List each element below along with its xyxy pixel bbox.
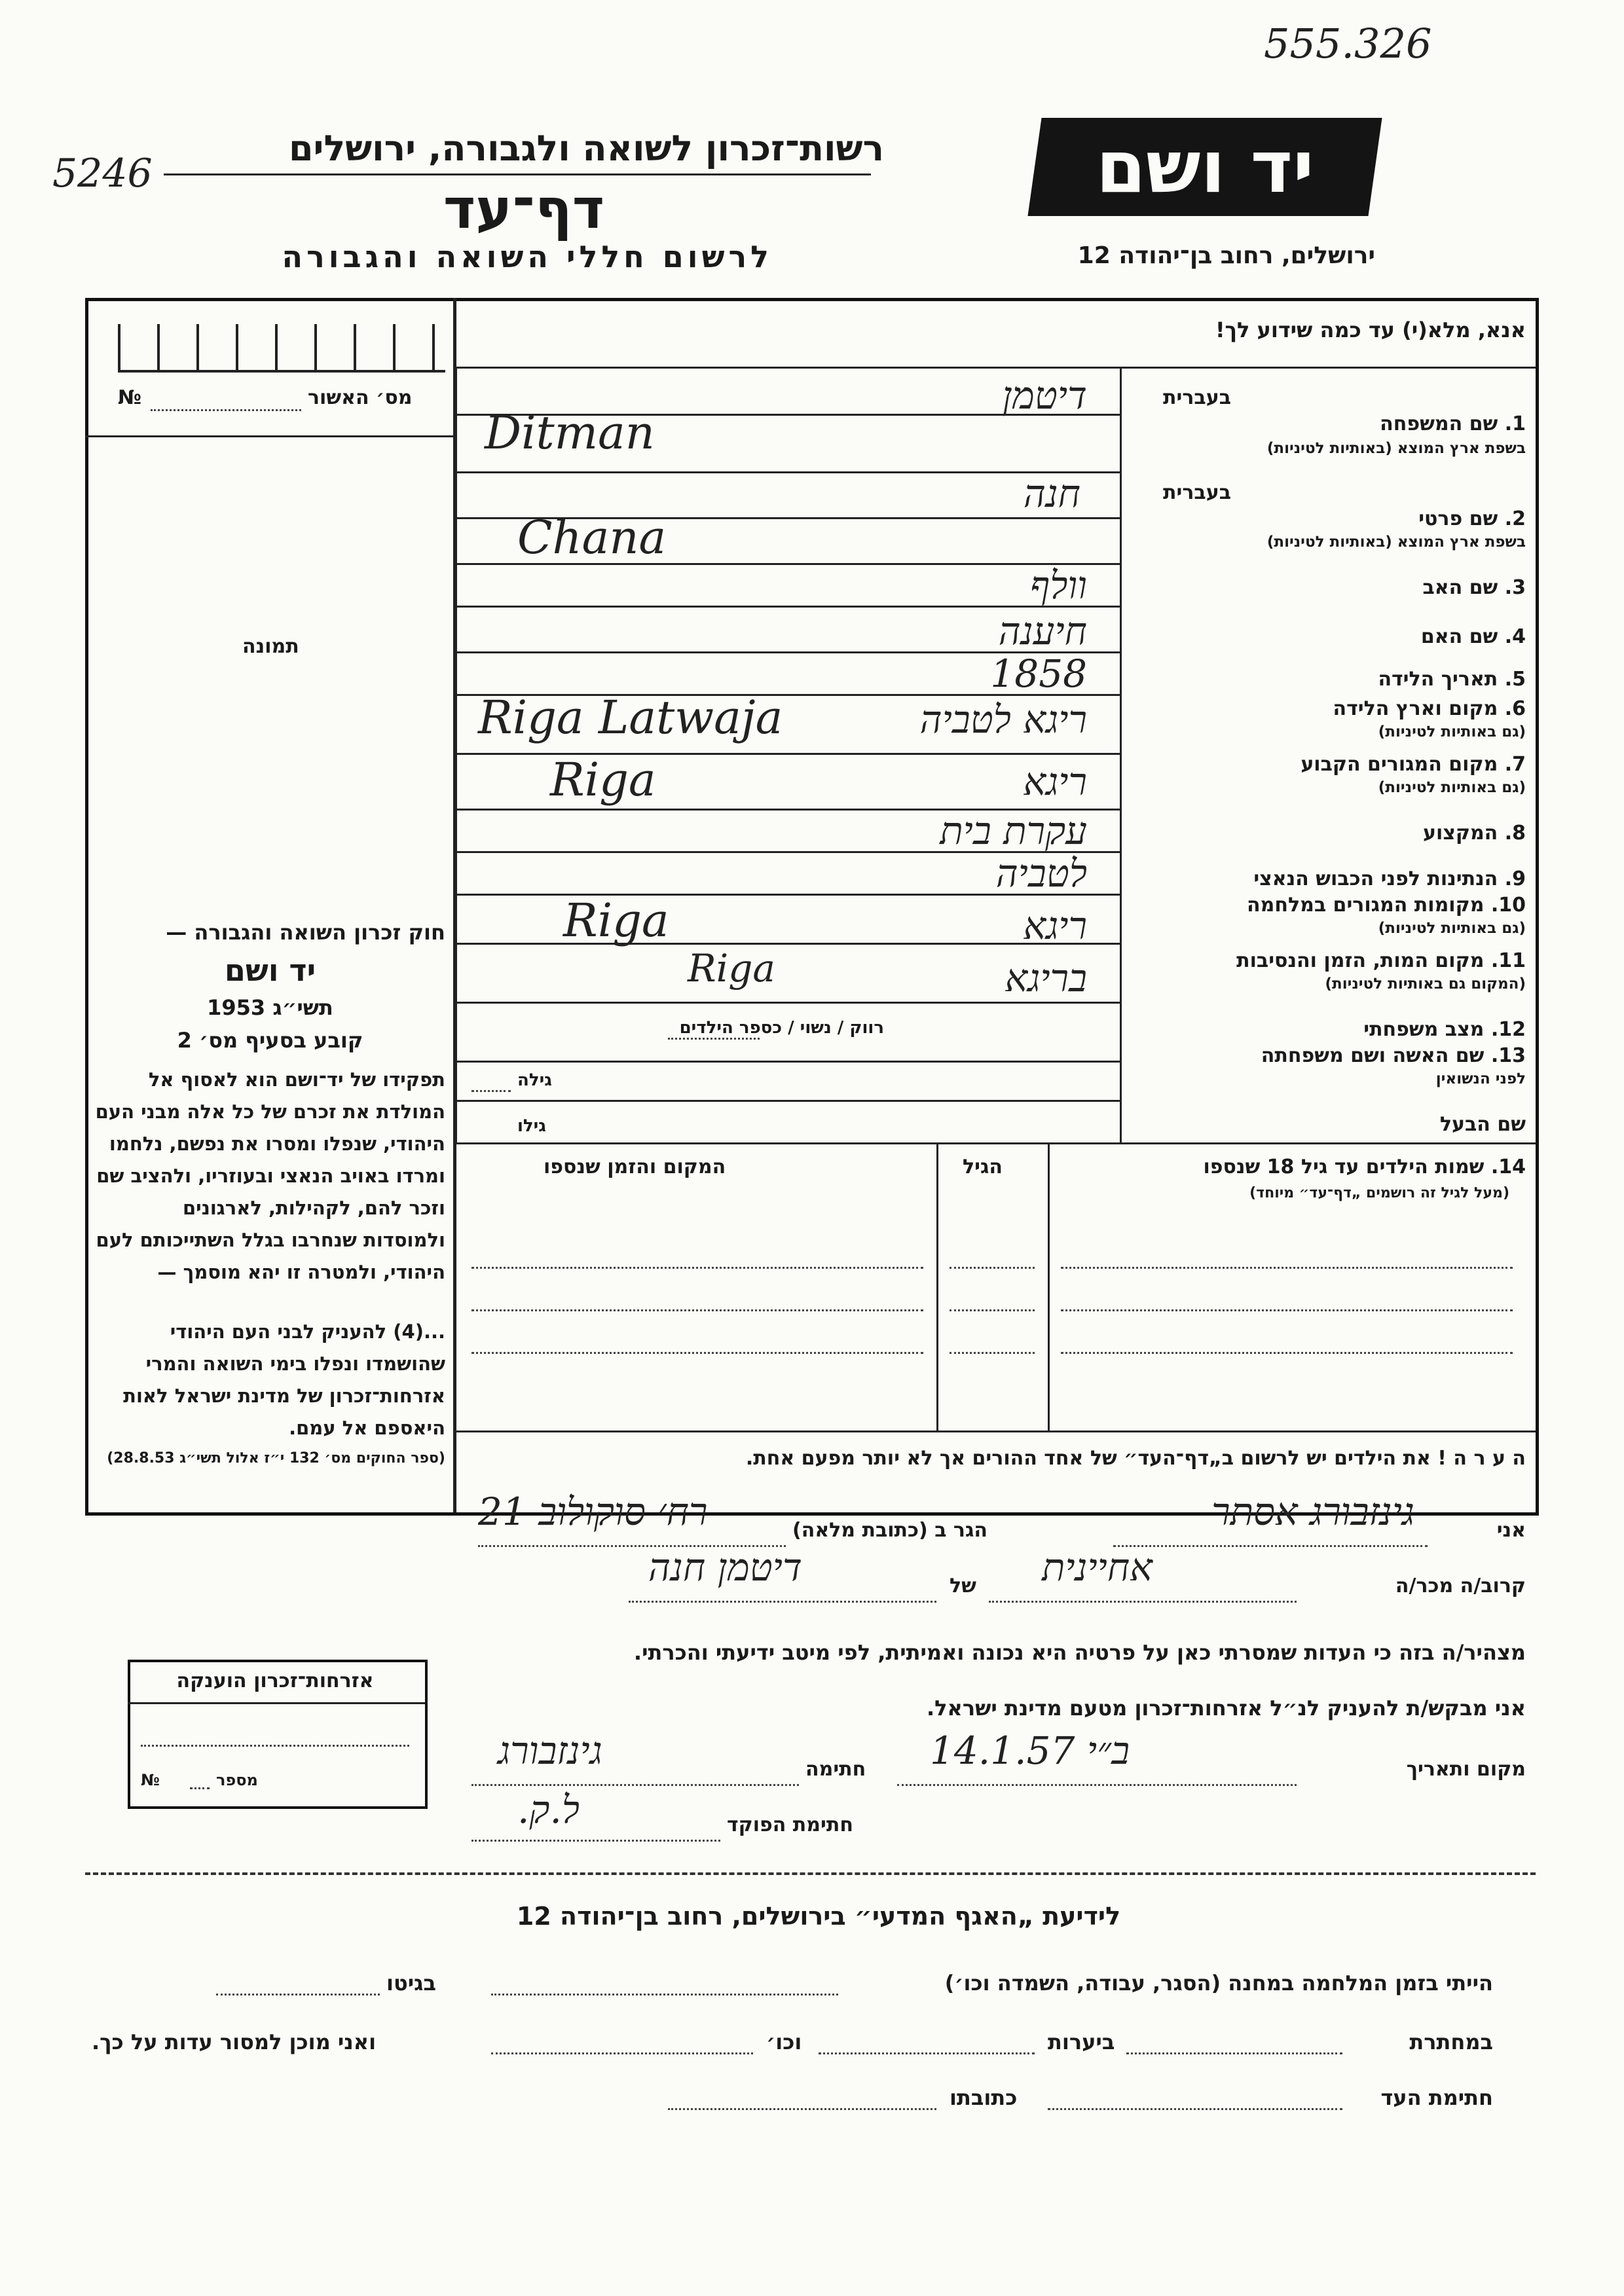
field-11-latin-value: Riga xyxy=(688,946,775,991)
field-2-hebrew-value: חנה xyxy=(1023,471,1080,516)
declarant-resides: הגר ב (כתובת מלאה) xyxy=(792,1519,988,1542)
field-12-label: 12. מצב משפחתי xyxy=(1363,1018,1526,1041)
field-9-label: 9. הנתינות לפני הכבוש הנאצי xyxy=(1253,867,1526,890)
row-line xyxy=(455,943,1120,945)
relation-label: קרוב/ה מכר/ה xyxy=(1395,1575,1526,1597)
field-14-sub: (מעל לגיל זה רושמים „דף־עד״ מיוחד) xyxy=(1249,1185,1509,1201)
officer-label: חתימת הפוקד xyxy=(727,1813,853,1836)
footer-line2c-field xyxy=(491,2052,753,2054)
relation-value: אחיינית xyxy=(1042,1545,1153,1590)
field-6-label: 6. מקום וארץ הלידה xyxy=(1333,697,1526,720)
request-text: אני מבקש/ת להעניק לנ״ל אזרחות־זכרון מטעם מדינת ישראל. xyxy=(927,1696,1526,1721)
law-name: יד ושם xyxy=(224,953,316,988)
footer-line3b: כתובתו xyxy=(950,2085,1018,2110)
children-count-line xyxy=(668,1038,760,1040)
children-col-place: המקום והזמן שנספו xyxy=(544,1156,726,1178)
children-bottom-rule xyxy=(453,1430,1536,1432)
field-9-value: לטביה xyxy=(995,851,1087,896)
field-3-value: וולף xyxy=(1030,563,1087,608)
child-line xyxy=(471,1309,923,1311)
field-10-sub: (גם באותיות לטיניות) xyxy=(1378,920,1526,937)
footer-line3a: חתימת העד xyxy=(1380,2085,1493,2110)
law-body-2: ...(4) להעניק לבני העם היהודי שהושמדו ונפלו בימי השואה והמרי אזרחות־זכרון של מדינת ישראל לאות היאספם אל עמם. xyxy=(123,1321,445,1439)
approval-label: מס׳ האשור xyxy=(308,386,413,409)
child-line xyxy=(950,1309,1035,1311)
husband-label: שם הבעל xyxy=(1439,1113,1526,1136)
field-3-label: 3. שם האב xyxy=(1422,576,1526,599)
form-title: דף־עד xyxy=(443,177,605,241)
field-14-label: 14. שמות הילדים עד גיל 18 שנספו xyxy=(1203,1156,1526,1178)
place-date-line xyxy=(897,1784,1297,1786)
field-7-sub: (גם באותיות לטיניות) xyxy=(1378,779,1526,796)
intro-rule xyxy=(453,367,1536,369)
note-text: ה ע ר ה ! את הילדים יש לרשום ב„דף־העד״ של אחד ההורים אך לא יותר מפעם אחת. xyxy=(745,1447,1526,1470)
footer-rule xyxy=(85,1872,1536,1875)
field-13-age: גילה xyxy=(517,1070,552,1090)
law-title: חוק זכרון השואה והגבורה — xyxy=(166,920,445,945)
declarant-name: גינזבורג אסתר xyxy=(1211,1489,1414,1534)
footer-title: לידיעת „האגף המדעי״ בירושלים, רחוב בן־יהודה 12 xyxy=(516,1902,1121,1931)
field-1-label: 1. שם המשפחה xyxy=(1380,412,1526,435)
footer-line2d: ואני מוכן למסור עדות על כך. xyxy=(92,2030,377,2054)
declarant-name-line xyxy=(1113,1545,1428,1547)
field-2-label: 2. שם פרטי xyxy=(1418,507,1526,530)
field-8-value: עקרת בית xyxy=(940,809,1087,853)
citizenship-line xyxy=(141,1745,409,1747)
hebrew-tag-2: בעברית xyxy=(1163,481,1231,504)
logo-text: יד ושם xyxy=(1096,125,1314,209)
approval-rule xyxy=(85,435,453,437)
field-10-label: 10. מקומות המגורים במלחמה xyxy=(1247,894,1526,917)
field-4-value: חיענה xyxy=(998,609,1087,653)
signature-line xyxy=(471,1784,799,1786)
field-11-hebrew-value: בריגא xyxy=(1005,956,1087,1000)
footer-line1a: הייתי בזמן המלחמה במחנה (הסגר, עבודה, השמדה וכו׳) xyxy=(944,1971,1493,1995)
citizenship-suffix: № xyxy=(141,1771,160,1789)
approval-boxes xyxy=(118,324,445,373)
footer-line2b-field xyxy=(819,2052,1035,2054)
field-7-label: 7. מקום המגורים הקבוע xyxy=(1301,753,1526,776)
child-line xyxy=(471,1352,923,1354)
of-name: דיטמן חנה xyxy=(648,1545,802,1590)
footer-line2b: ביערות xyxy=(1048,2030,1115,2054)
row-line xyxy=(455,1100,1120,1102)
children-col-divider-1 xyxy=(1048,1142,1050,1430)
footer-line2c: וכו׳ xyxy=(766,2030,802,2054)
field-6-hebrew-value: ריגא לטביה xyxy=(919,697,1087,742)
field-7-latin-value: Riga xyxy=(550,753,656,807)
header-address: ירושלים, רחוב בן־יהודה 12 xyxy=(1077,242,1375,269)
field-5-label: 5. תאריך הלידה xyxy=(1378,668,1526,691)
wife-age-line xyxy=(471,1090,511,1092)
place-date-value: ב״י 14.1.57 xyxy=(930,1728,1130,1773)
footer-line3a-field xyxy=(1048,2108,1342,2110)
officer-signature: ל.ק. xyxy=(517,1787,580,1832)
field-6-sub: (גם באותיות לטיניות) xyxy=(1378,723,1526,740)
field-2-latin-value: Chana xyxy=(517,511,667,564)
side-number: 5246 xyxy=(52,151,153,196)
signature-value: גינזבורג xyxy=(498,1728,602,1773)
row-line xyxy=(455,471,1120,473)
field-13-label: 13. שם האשה ושם משפחתה xyxy=(1261,1044,1526,1067)
footer-line1b-field xyxy=(216,1994,380,1995)
citizenship-number-label: מספר xyxy=(216,1771,258,1789)
field-8-label: 8. המקצוע xyxy=(1423,822,1526,845)
place-date-label: מקום ותאריך xyxy=(1406,1758,1526,1781)
approval-line xyxy=(151,409,301,411)
field-4-label: 4. שם האם xyxy=(1420,625,1526,648)
law-year: תשי״ג 1953 xyxy=(207,995,333,1020)
field-5-value: 1858 xyxy=(990,651,1087,696)
field-6-latin-value: Riga Latwaja xyxy=(478,691,783,744)
header-authority: רשות־זכרון לשואה ולגבורה, ירושלים xyxy=(288,128,884,169)
field-1-hebrew-value: דיטמן xyxy=(1002,373,1087,418)
field-11-label: 11. מקום המות, הזמן והנסיבות xyxy=(1236,949,1526,972)
law-citation: (ספר החוקים מס׳ 132 י״ז אלול תשי״ג 28.8.53) xyxy=(107,1450,445,1467)
child-line xyxy=(471,1267,923,1269)
citizenship-title: אזרחות־זכרון הוענקה xyxy=(176,1669,374,1692)
citizenship-number-line xyxy=(190,1787,210,1789)
field-12-options: רווק / נשוי / כספר הילדים xyxy=(679,1018,884,1038)
declaration-text: מצהיר/ה בזה כי העדות שמסרתי כאן על פרטיה היא נכונה ואמיתית, לפי מיטב ידיעתי והכרתי. xyxy=(633,1640,1526,1665)
reference-number: 555.326 xyxy=(1264,20,1432,67)
law-body: תפקידו של יד־ושם הוא לאסוף אל המולדת את זכרם של כל אלה מבני העם היהודי, שנפלו ומסרו את נפשם, נלחמו ומרדו באויב הנאצי ובעוזריו, ולהציב שם וזכר להם, לקהילות, לארגונים ולמוסדות שנחרבו בגלל השתייכותם לעם היהודי, ולמטרה זו יהא מוסמך — xyxy=(95,1068,445,1283)
citizenship-title-rule xyxy=(128,1702,425,1704)
footer-line2a: במחתרת xyxy=(1409,2030,1493,2054)
yad-vashem-logo xyxy=(1027,118,1382,216)
child-line xyxy=(950,1352,1035,1354)
children-col-age: הגיל xyxy=(963,1156,1003,1178)
footer-line1-field xyxy=(491,1994,838,1995)
row-line xyxy=(455,1002,1120,1004)
hebrew-tag-1: בעברית xyxy=(1163,386,1231,409)
row-line xyxy=(455,606,1120,608)
field-13-sub: לפני הנשואין xyxy=(1435,1070,1526,1087)
field-10-latin-value: Riga xyxy=(563,894,669,947)
relation-line xyxy=(989,1601,1297,1603)
signature-label: חתימה xyxy=(805,1758,866,1781)
officer-line xyxy=(471,1840,720,1842)
child-line xyxy=(1061,1267,1513,1269)
approval-suffix: № xyxy=(118,386,142,409)
of-name-line xyxy=(629,1601,936,1603)
row-line xyxy=(455,1142,1536,1144)
header-rule xyxy=(164,173,871,175)
field-1-latin-value: Ditman xyxy=(485,406,655,460)
declarant-address: רח׳ סוקולוב 21 xyxy=(478,1489,708,1534)
children-col-divider-2 xyxy=(936,1142,938,1430)
field-1-sub: בשפת ארץ המוצא (באותיות לטיניות) xyxy=(1266,440,1526,457)
form-subtitle: לרשום חללי השואה והגבורה xyxy=(282,239,773,274)
field-10-hebrew-value: ריגא xyxy=(1023,903,1087,948)
footer-line1b: בגיטו xyxy=(386,1971,436,1995)
of-label: של xyxy=(950,1575,976,1597)
law-clause: קובע בסעיף מס׳ 2 xyxy=(177,1028,363,1053)
husband-age: גילו xyxy=(517,1116,546,1136)
child-line xyxy=(1061,1352,1513,1354)
declarant-i-label: אני xyxy=(1496,1519,1526,1542)
footer-line2a-field xyxy=(1126,2052,1342,2054)
field-11-sub: (המקום גם באותיות לטיניות) xyxy=(1325,975,1526,993)
field-2-sub: בשפת ארץ המוצא (באותיות לטיניות) xyxy=(1266,534,1526,551)
child-line xyxy=(1061,1309,1513,1311)
row-line xyxy=(455,1061,1120,1063)
child-line xyxy=(950,1267,1035,1269)
photo-label: תמונה xyxy=(242,635,299,658)
field-7-hebrew-value: ריגא xyxy=(1023,759,1087,804)
labels-divider xyxy=(1120,367,1122,1142)
footer-line3b-field xyxy=(668,2108,936,2110)
intro-text: אנא, מלא(י) עד כמה שידוע לך! xyxy=(1215,318,1526,342)
